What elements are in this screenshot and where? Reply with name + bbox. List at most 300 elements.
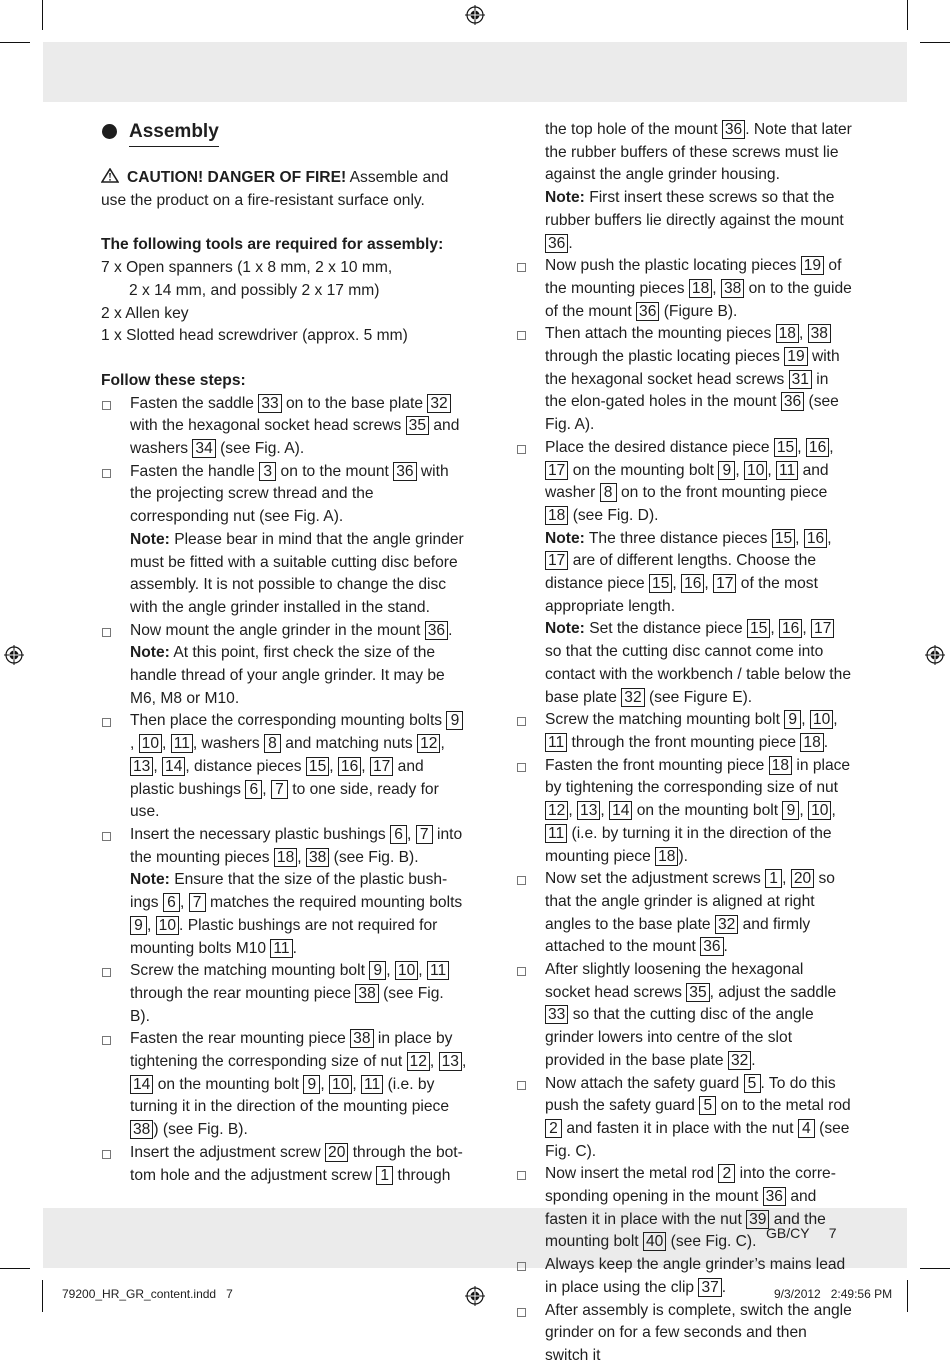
step-text: Now push the plastic locating pieces: [545, 257, 801, 275]
part-number-badge: 38: [808, 324, 831, 343]
step-text: through the plastic locating pieces: [545, 348, 785, 366]
part-number-badge: 10: [329, 1075, 352, 1094]
part-number-badge: 16: [804, 529, 827, 548]
step-text: on the mounting bolt: [632, 802, 783, 820]
step-text: ,: [712, 279, 721, 297]
note-label: Note:: [545, 529, 585, 547]
note-label: Note:: [545, 189, 585, 207]
step-text: (see Figure E).: [644, 688, 753, 706]
step-text: on to the base plate: [281, 394, 428, 412]
step-text: ,: [829, 438, 834, 456]
step-text: .: [448, 621, 453, 639]
registration-mark-icon: [465, 5, 485, 25]
step-text: , washers: [192, 735, 264, 753]
step-text: ,: [320, 1075, 330, 1093]
step-text: Insert the necessary plastic bushings: [130, 825, 391, 843]
step-text: into the mounting pieces: [130, 825, 463, 866]
registration-mark-icon: [465, 1286, 485, 1306]
part-number-badge: 10: [744, 461, 767, 480]
tools-item: 2 x Allen key: [101, 304, 189, 322]
step-text: ,: [600, 802, 610, 820]
step-text: ,: [568, 802, 578, 820]
tools-item: 7 x Open spanners (1 x 8 mm, 2 x 10 mm,: [101, 259, 393, 277]
step-item: [516, 1073, 852, 1164]
section-title: Assembly: [129, 119, 219, 147]
step-text: (see Fig. B).: [130, 984, 444, 1025]
step-text: ,: [704, 575, 714, 593]
step-text: in place by tightening the corresponding size of nut: [545, 756, 851, 797]
part-number-badge: 17: [370, 757, 393, 776]
step-text: ,: [799, 802, 809, 820]
left-column: [101, 119, 467, 1187]
steps-list-left: [101, 393, 467, 1188]
step-text: .: [721, 1278, 727, 1296]
step-text: Now attach the safety guard: [545, 1074, 744, 1092]
step-text: ,: [179, 894, 189, 912]
warning-triangle-icon: [101, 168, 119, 183]
step-item: [101, 393, 467, 461]
part-number-badge: 18: [769, 756, 792, 775]
step-text: Fasten the rear mounting piece: [130, 1030, 351, 1048]
step-text: .: [568, 234, 573, 252]
step-item: [516, 255, 852, 323]
tools-item: 2 x 14 mm, and possibly 2 x 17 mm): [129, 281, 380, 299]
crop-mark: [42, 1280, 43, 1312]
part-number-badge: 2: [718, 1164, 735, 1183]
step-text: , adjust the saddle: [709, 983, 837, 1001]
part-number-badge: 36: [425, 621, 448, 640]
part-number-badge: 39: [746, 1210, 769, 1229]
step-text: Ensure that the size of the plastic bush-ings: [130, 871, 448, 912]
part-number-badge: 10: [808, 801, 831, 820]
part-number-badge: 1: [376, 1166, 393, 1185]
step-text: (i.e. by turning it in the direction of the mounting piece: [545, 824, 832, 865]
part-number-badge: 12: [407, 1052, 430, 1071]
checkbox-bullet-icon: [102, 832, 111, 841]
step-text: . Plastic bushings are not required for mounting bolts M10: [130, 916, 438, 957]
step-text: to one side, ready for use.: [130, 780, 439, 821]
date-slug: 9/3/2012 2:49:56 PM: [774, 1287, 893, 1301]
checkbox-bullet-icon: [517, 717, 526, 726]
checkbox-bullet-icon: [102, 1036, 111, 1045]
note-paragraph: [101, 869, 467, 960]
tools-title: The following tools are required for assembly:: [101, 236, 444, 254]
step-text: ,: [329, 757, 338, 775]
step-text: Fasten the handle: [130, 462, 260, 480]
steps-list-right: [516, 119, 852, 1368]
step-text: and washer: [545, 461, 829, 502]
crop-mark: [0, 1268, 30, 1269]
checkbox-bullet-icon: [517, 876, 526, 885]
part-number-badge: 9: [784, 710, 801, 729]
note-paragraph: [516, 187, 852, 255]
part-number-badge: 20: [791, 869, 814, 888]
step-text: Then place the corresponding mounting bolts: [130, 712, 447, 730]
step-text: of the most appropriate length.: [545, 575, 818, 615]
note-label: Note:: [130, 644, 170, 662]
step-text: ,: [162, 735, 171, 753]
part-number-badge: 37: [698, 1278, 721, 1297]
part-number-badge: 11: [776, 461, 798, 480]
note-paragraph: [101, 529, 467, 620]
checkbox-bullet-icon: [517, 263, 526, 272]
part-number-badge: 6: [163, 893, 180, 912]
step-text: ,: [153, 757, 163, 775]
part-number-badge: 18: [274, 848, 297, 867]
caution-paragraph: [101, 167, 467, 212]
step-text: (i.e. by turning it in the direction of the mounting piece: [130, 1075, 450, 1116]
step-text: on the mounting bolt: [568, 461, 719, 479]
part-number-badge: 38: [306, 848, 329, 867]
step-text: on to the metal rod: [716, 1097, 851, 1115]
part-number-badge: 31: [789, 370, 812, 389]
section-heading: [101, 119, 467, 147]
part-number-badge: 36: [700, 937, 723, 956]
checkbox-bullet-icon: [517, 445, 526, 454]
part-number-badge: 36: [636, 302, 659, 321]
step-text: of the mounting pieces: [545, 257, 842, 297]
part-number-badge: 36: [722, 120, 745, 139]
checkbox-bullet-icon: [517, 1308, 526, 1317]
part-number-badge: 4: [798, 1119, 815, 1138]
step-text: Set the distance piece: [584, 620, 747, 638]
step-text: and washers: [130, 417, 460, 458]
part-number-badge: 16: [779, 619, 802, 638]
crop-mark: [920, 1268, 950, 1269]
part-number-badge: 12: [417, 734, 440, 753]
right-column: [516, 119, 852, 1368]
part-number-badge: 9: [130, 916, 147, 935]
step-text: Insert the adjustment screw: [130, 1143, 326, 1161]
tools-item: 1 x Slotted head screwdriver (approx. 5 mm): [101, 327, 408, 345]
part-number-badge: 6: [390, 825, 407, 844]
step-text: and fasten it in place with the nut: [562, 1119, 798, 1137]
crop-mark: [907, 0, 908, 30]
header-band: [43, 42, 907, 102]
step-text: ,: [130, 735, 139, 753]
step-text: so that the angle grinder is aligned at right angles to the base plate: [545, 870, 835, 933]
part-number-badge: 20: [325, 1143, 348, 1162]
part-number-badge: 34: [192, 439, 215, 458]
step-text: ,: [297, 848, 306, 866]
step-text: ,: [386, 962, 395, 980]
step-text: into the corre-sponding opening in the mount: [545, 1165, 836, 1206]
step-text: ) (see Fig. B).: [153, 1121, 248, 1139]
step-text: ,: [352, 1075, 362, 1093]
part-number-badge: 14: [609, 801, 632, 820]
step-text: ,: [440, 735, 445, 753]
step-text: .: [751, 1051, 756, 1069]
part-number-badge: 32: [427, 394, 450, 413]
part-number-badge: 36: [781, 392, 804, 411]
step-text: ,: [802, 620, 812, 638]
part-number-badge: 19: [784, 347, 807, 366]
step-text: At this point, first check the size of the handle thread of your angle grinder. It may be M6, M8 or M10.: [130, 644, 445, 707]
part-number-badge: 11: [545, 733, 567, 752]
step-item: [516, 323, 852, 437]
step-text: Now insert the metal rod: [545, 1165, 719, 1183]
note-paragraph: [101, 642, 467, 710]
part-number-badge: 8: [600, 483, 617, 502]
part-number-badge: 11: [270, 939, 292, 958]
caution-text: Assemble and use the product on a fire-resistant surface only.: [101, 169, 449, 209]
step-text: (see Fig. A).: [545, 393, 839, 434]
crop-mark: [42, 0, 43, 30]
part-number-badge: 6: [245, 780, 262, 799]
part-number-badge: 7: [416, 825, 433, 844]
part-number-badge: 9: [782, 801, 799, 820]
part-number-badge: 9: [303, 1075, 320, 1094]
part-number-badge: 18: [689, 279, 712, 298]
part-number-badge: 36: [545, 234, 568, 253]
part-number-badge: 9: [718, 461, 735, 480]
step-text: so that the cutting disc of the angle grinder lowers into centre of the slot provided in the base plate: [545, 1006, 814, 1069]
step-text: After slightly loosening the hexagonal socket head screws: [545, 961, 804, 1001]
step-text: ).: [678, 847, 688, 865]
part-number-badge: 11: [361, 1075, 383, 1094]
caution-label: CAUTION! DANGER OF FIRE!: [127, 169, 347, 186]
part-number-badge: 11: [427, 961, 449, 980]
registration-mark-icon: [4, 645, 24, 665]
part-number-badge: 33: [545, 1005, 568, 1024]
step-item: [101, 710, 467, 824]
step-text: .: [823, 733, 829, 751]
step-text: First insert these screws so that the rubber buffers lie directly against the mount: [545, 189, 844, 229]
step-text: ,: [801, 711, 810, 729]
part-number-badge: 33: [258, 394, 281, 413]
part-number-badge: 15: [774, 438, 797, 457]
step-text: .: [292, 939, 297, 957]
step-text: ,: [770, 620, 779, 638]
page-number: GB/CY 7: [766, 1225, 837, 1241]
step-text: ,: [833, 711, 838, 729]
part-number-badge: 35: [686, 983, 709, 1002]
part-number-badge: 38: [350, 1029, 373, 1048]
part-number-badge: 40: [643, 1232, 666, 1251]
part-number-badge: 13: [130, 757, 153, 776]
step-text: with the hexagonal socket head screws: [130, 417, 406, 435]
step-text: , distance pieces: [185, 757, 306, 775]
step-text: The three distance pieces: [584, 529, 772, 547]
step-item: [101, 1028, 467, 1142]
step-text: . Note that later the rubber buffers of these screws must lie against the angle grinder housing.: [545, 121, 852, 184]
step-item: [101, 960, 467, 1028]
checkbox-bullet-icon: [517, 763, 526, 772]
crop-mark: [907, 1280, 908, 1312]
step-text: with the hexagonal socket head screws: [545, 348, 840, 388]
step-text: (Figure B).: [659, 302, 738, 320]
step-text: .: [723, 938, 728, 956]
step-text: matches the required mounting bolts: [205, 894, 463, 912]
part-number-badge: 13: [439, 1052, 462, 1071]
checkbox-bullet-icon: [102, 628, 111, 637]
step-text: ,: [361, 757, 370, 775]
crop-mark: [920, 42, 950, 43]
step-text: and fasten it in place with the nut: [545, 1188, 817, 1228]
part-number-badge: 18: [800, 733, 823, 752]
part-number-badge: 9: [446, 711, 463, 730]
part-number-badge: 10: [156, 916, 179, 935]
note-paragraph: [516, 618, 852, 709]
registration-mark-icon: [925, 645, 945, 665]
step-text: (see Fig. C).: [666, 1233, 757, 1251]
part-number-badge: 7: [189, 893, 206, 912]
step-item: [101, 620, 467, 643]
step-text: and plastic bushings: [130, 757, 424, 798]
part-number-badge: 38: [355, 984, 378, 1003]
step-text: ,: [795, 529, 804, 547]
step-continuation: [516, 119, 852, 187]
note-paragraph: [516, 528, 852, 619]
note-label: Note:: [130, 530, 170, 548]
step-text: ,: [767, 461, 777, 479]
checkbox-bullet-icon: [102, 401, 111, 410]
part-number-badge: 13: [577, 801, 600, 820]
part-number-badge: 32: [715, 915, 738, 934]
part-number-badge: 15: [306, 757, 329, 776]
part-number-badge: 18: [776, 324, 799, 343]
checkbox-bullet-icon: [517, 1081, 526, 1090]
note-label: Note:: [545, 620, 585, 638]
checkbox-bullet-icon: [102, 718, 111, 727]
part-number-badge: 10: [395, 961, 418, 980]
step-text: on to the mount: [276, 462, 394, 480]
step-text: ,: [735, 461, 745, 479]
part-number-badge: 8: [264, 734, 281, 753]
part-number-badge: 17: [811, 619, 834, 638]
step-text: ,: [672, 575, 682, 593]
step-item: [516, 868, 852, 959]
step-text: Always keep the angle grinder’s mains lead in place using the clip: [545, 1256, 846, 1296]
part-number-badge: 18: [545, 506, 568, 525]
step-text: ,: [407, 825, 416, 843]
checkbox-bullet-icon: [517, 1171, 526, 1180]
part-number-badge: 5: [699, 1096, 716, 1115]
step-text: through the front mounting piece: [567, 733, 801, 751]
part-number-badge: 32: [728, 1051, 751, 1070]
step-text: (see Fig. A).: [215, 440, 305, 458]
part-number-badge: 10: [139, 734, 162, 753]
step-text: through: [393, 1166, 451, 1184]
checkbox-bullet-icon: [102, 1150, 111, 1159]
checkbox-bullet-icon: [102, 968, 111, 977]
steps-title: Follow these steps:: [101, 371, 246, 389]
step-text: on to the front mounting piece: [616, 484, 828, 502]
step-item: [516, 437, 852, 528]
step-text: with the projecting screw thread and the corresponding nut (see Fig. A).: [130, 462, 449, 526]
part-number-badge: 5: [744, 1074, 761, 1093]
note-label: Note:: [130, 871, 170, 889]
part-number-badge: 14: [130, 1075, 153, 1094]
step-text: (see Fig. C).: [545, 1119, 850, 1160]
step-text: on to the guide of the mount: [545, 279, 852, 320]
part-number-badge: 1: [765, 869, 782, 888]
step-text: Place the desired distance piece: [545, 438, 774, 456]
step-text: in place by tightening the corresponding size of nut: [130, 1030, 453, 1071]
part-number-badge: 9: [369, 961, 386, 980]
step-text: (see Fig. B).: [329, 848, 419, 866]
step-text: through the bot-tom hole and the adjustment screw: [130, 1143, 463, 1184]
part-number-badge: 17: [545, 551, 568, 570]
step-text: through the rear mounting piece: [130, 984, 356, 1002]
checkbox-bullet-icon: [517, 1262, 526, 1271]
tools-list: [101, 257, 467, 348]
part-number-badge: 15: [649, 574, 672, 593]
bullet-icon: [102, 124, 117, 139]
step-text: ,: [831, 802, 836, 820]
part-number-badge: 18: [655, 847, 678, 866]
step-text: ,: [797, 438, 806, 456]
part-number-badge: 3: [259, 462, 276, 481]
step-text: and matching nuts: [280, 735, 418, 753]
step-text: After assembly is complete, switch the angle grinder on for a few seconds and then switch it: [545, 1301, 852, 1364]
step-text: Now mount the angle grinder in the mount: [130, 621, 425, 639]
step-text: (see Fig. D).: [568, 506, 659, 524]
step-item: [516, 755, 852, 869]
part-number-badge: 14: [162, 757, 185, 776]
part-number-badge: 17: [545, 461, 568, 480]
crop-mark: [0, 42, 30, 43]
step-text: ,: [418, 962, 427, 980]
file-slug: 79200_HR_GR_content.indd 7: [62, 1287, 233, 1301]
step-text: ,: [461, 1053, 467, 1071]
step-text: Screw the matching mounting bolt: [545, 711, 785, 729]
step-text: Screw the matching mounting bolt: [130, 962, 370, 980]
part-number-badge: 15: [747, 619, 770, 638]
part-number-badge: 35: [406, 416, 429, 435]
part-number-badge: 16: [681, 574, 704, 593]
step-text: so that the cutting disc cannot come into contact with the workbench / table below the base plate: [545, 643, 851, 706]
step-item: [516, 959, 852, 1073]
step-text: the top hole of the mount: [545, 121, 722, 138]
step-text: and the mounting bolt: [545, 1210, 826, 1251]
step-text: ,: [262, 780, 271, 798]
step-text: Fasten the front mounting piece: [545, 756, 769, 774]
step-text: in the elon-gated holes in the mount: [545, 370, 829, 411]
part-number-badge: 17: [713, 574, 736, 593]
step-text: ,: [147, 916, 156, 934]
step-text: Please bear in mind that the angle grinder must be fitted with a suitable cutting disc before assembly. It is not possible to change the disc with the angle grinder installed in the stand.: [130, 530, 464, 616]
step-item: [516, 709, 852, 754]
part-number-badge: 16: [338, 757, 361, 776]
part-number-badge: 10: [810, 710, 833, 729]
step-text: on the mounting bolt: [153, 1075, 304, 1093]
step-text: ,: [429, 1053, 439, 1071]
part-number-badge: 38: [130, 1120, 153, 1139]
step-item: [516, 1300, 852, 1368]
part-number-badge: 36: [763, 1187, 786, 1206]
step-text: are of different lengths. Choose the distance piece: [545, 552, 817, 593]
checkbox-bullet-icon: [517, 967, 526, 976]
part-number-badge: 12: [545, 801, 568, 820]
part-number-badge: 36: [393, 462, 416, 481]
step-text: Fasten the saddle: [130, 394, 259, 412]
part-number-badge: 38: [721, 279, 744, 298]
step-item: [101, 1142, 467, 1187]
part-number-badge: 15: [772, 529, 795, 548]
step-text: . To do this push the safety guard: [545, 1074, 836, 1115]
step-item: [101, 461, 467, 529]
step-text: ,: [827, 529, 832, 547]
checkbox-bullet-icon: [102, 469, 111, 478]
step-text: ,: [798, 325, 808, 343]
step-text: Now set the adjustment screws: [545, 870, 766, 888]
step-text: ,: [782, 870, 791, 888]
part-number-badge: 19: [801, 256, 824, 275]
part-number-badge: 11: [545, 824, 567, 843]
part-number-badge: 11: [171, 734, 193, 753]
checkbox-bullet-icon: [517, 331, 526, 340]
